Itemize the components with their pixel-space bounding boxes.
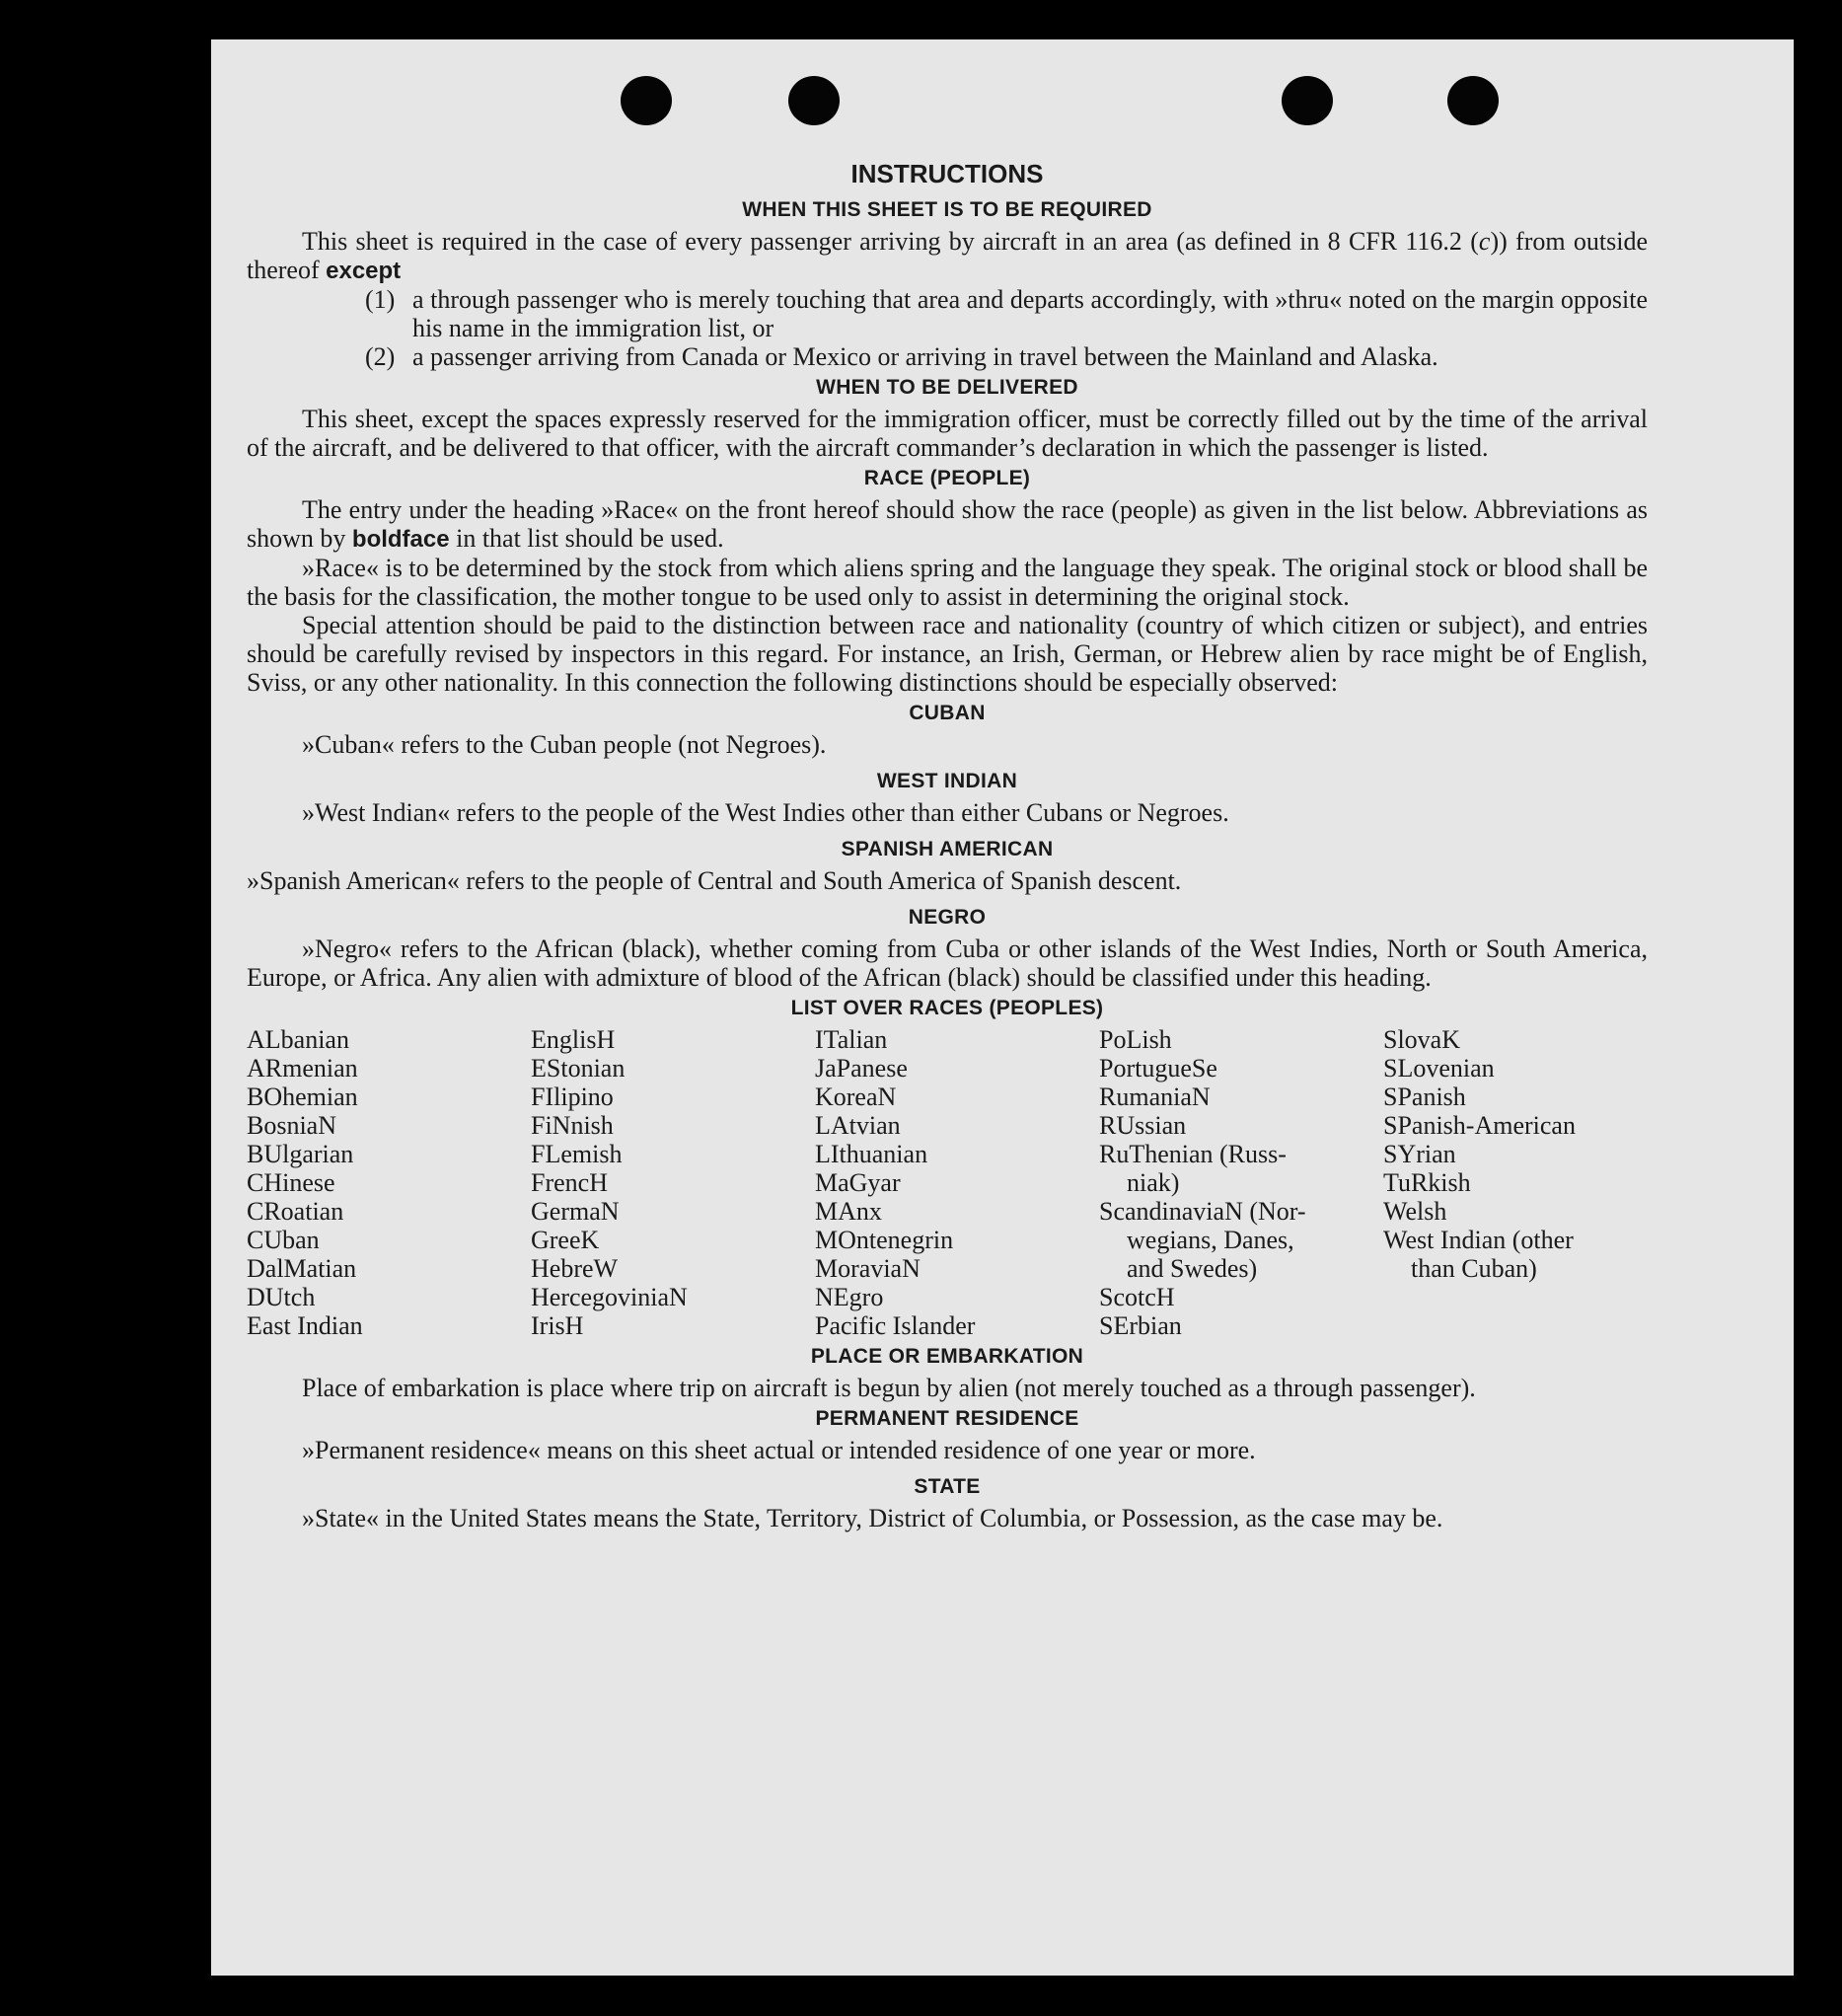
punch-hole xyxy=(1447,76,1499,125)
race-entry: MoraviaN xyxy=(815,1254,921,1283)
race-entry: LIthuanian xyxy=(815,1140,928,1168)
paragraph-spanish-american: »Spanish American« refers to the people of Central and South America of Spanish descent. xyxy=(247,866,1182,895)
race-entry: SPanish xyxy=(1383,1083,1466,1111)
race-entry: RumaniaN xyxy=(1099,1083,1211,1111)
race-entry: ScandinaviaN (Nor- xyxy=(1099,1197,1306,1226)
document-sheet xyxy=(211,39,1794,1976)
race-entry: BOhemian xyxy=(247,1083,358,1111)
race-entry: MAnx xyxy=(815,1197,882,1226)
race-entry: RUssian xyxy=(1099,1111,1187,1140)
paragraph-race-2: »Race« is to be determined by the stock from which aliens spring and the language they speak. The original stock or blood shall be the basis for the classification, the mother tongue to be used only to assist in determining the original stock. xyxy=(247,554,1648,611)
race-entry: FiNnish xyxy=(531,1111,614,1140)
races-column xyxy=(1383,1025,1648,1340)
race-entry: West Indian (other xyxy=(1383,1226,1574,1254)
heading-when-delivered: WHEN TO BE DELIVERED xyxy=(816,376,1078,399)
race-entry: ALbanian xyxy=(247,1025,349,1054)
heading-races-list: LIST OVER RACES (PEOPLES) xyxy=(790,997,1104,1019)
race-entry: NEgro xyxy=(815,1283,884,1311)
race-entry: HebreW xyxy=(531,1254,619,1283)
race-entry: SPanish-American xyxy=(1383,1111,1576,1140)
paragraph-required: This sheet is required in the case of every passenger arriving by aircraft in an area (as defined in 8 CFR 116.2 (c)) from outside thereof except xyxy=(247,227,1648,284)
race-entry: DUtch xyxy=(247,1283,316,1311)
race-entry: FIlipino xyxy=(531,1083,614,1111)
race-entry: wegians, Danes, xyxy=(1127,1226,1294,1254)
keyword-except: except xyxy=(326,258,402,284)
race-entry: SYrian xyxy=(1383,1140,1456,1168)
race-entry: LAtvian xyxy=(815,1111,901,1140)
heading-west-indian: WEST INDIAN xyxy=(876,770,1018,792)
race-entry: and Swedes) xyxy=(1127,1254,1258,1283)
heading-permanent-residence: PERMANENT RESIDENCE xyxy=(815,1407,1079,1430)
race-entry: CUban xyxy=(247,1226,320,1254)
race-entry: BosniaN xyxy=(247,1111,336,1140)
race-entry: FrencH xyxy=(531,1168,608,1197)
paragraph-cuban: »Cuban« refers to the Cuban people (not Negroes). xyxy=(302,730,827,759)
race-entry: niak) xyxy=(1127,1168,1180,1197)
race-entry: than Cuban) xyxy=(1411,1254,1537,1283)
race-entry: IrisH xyxy=(531,1311,584,1340)
paragraph-negro: »Negro« refers to the African (black), whether coming from Cuba or other islands of the West Indies, North or South America, Europe, or Africa. Any alien with admixture of blood of the African (black) should be classified under this heading. xyxy=(247,934,1648,992)
race-entry: Pacific Islander xyxy=(815,1311,976,1340)
race-entry: SErbian xyxy=(1099,1311,1182,1340)
race-entry: Welsh xyxy=(1383,1197,1447,1226)
races-column xyxy=(531,1025,815,1340)
heading-embarkation: PLACE OR EMBARKATION xyxy=(810,1345,1084,1368)
race-entry: CHinese xyxy=(247,1168,335,1197)
heading-race: RACE (PEOPLE) xyxy=(863,467,1031,489)
paragraph-race-1: The entry under the heading »Race« on the front hereof should show the race (people) as given in the list below. Abbreviations as shown by boldface in that list should be used. xyxy=(247,495,1648,553)
race-entry: HercegoviniaN xyxy=(531,1283,688,1311)
race-entry: KoreaN xyxy=(815,1083,897,1111)
heading-negro: NEGRO xyxy=(908,906,987,929)
punch-hole xyxy=(1282,76,1333,125)
page-title: INSTRUCTIONS xyxy=(850,159,1044,188)
race-entry: PortugueSe xyxy=(1099,1054,1217,1083)
race-entry: ITalian xyxy=(815,1025,888,1054)
race-entry: GermaN xyxy=(531,1197,620,1226)
race-entry: GreeK xyxy=(531,1226,600,1254)
race-entry: EnglisH xyxy=(531,1025,616,1054)
paragraph-permanent-residence: »Permanent residence« means on this sheet actual or intended residence of one year or more. xyxy=(302,1436,1256,1464)
race-entry: ARmenian xyxy=(247,1054,358,1083)
punch-hole xyxy=(621,76,672,125)
races-list xyxy=(247,1025,1648,1340)
race-entry: SlovaK xyxy=(1383,1025,1460,1054)
race-entry: FLemish xyxy=(531,1140,623,1168)
race-entry: East Indian xyxy=(247,1311,363,1340)
race-entry: CRoatian xyxy=(247,1197,344,1226)
list-item: (2) a passenger arriving from Canada or Mexico or arriving in travel between the Mainland and Alaska. xyxy=(365,342,1438,371)
keyword-boldface: boldface xyxy=(351,526,450,553)
list-item: (1) a through passenger who is merely touching that area and departs accordingly, with »thru« noted on the margin opposite his name in the immigration list, or xyxy=(365,285,1648,342)
paragraph-state: »State« in the United States means the State, Territory, District of Columbia, or Possession, as the case may be. xyxy=(302,1504,1443,1532)
paragraph-race-3: Special attention should be paid to the distinction between race and nationality (country of which citizen or subject), and entries should be carefully revised by inspectors in this regard. For instance, an Irish, German, or Hebrew alien by race might be of English, Sviss, or any other nationality. In this connection the following distinctions should be especially observed: xyxy=(247,611,1648,697)
race-entry: RuThenian (Russ- xyxy=(1099,1140,1287,1168)
paragraph-embarkation: Place of embarkation is place where trip on aircraft is begun by alien (not merely touched as a through passenger). xyxy=(302,1374,1476,1402)
paragraph-delivered: This sheet, except the spaces expressly reserved for the immigration officer, must be correctly filled out by the time of the arrival of the aircraft, and be delivered to that officer, with the aircraft commander’s declaration in which the passenger is listed. xyxy=(247,405,1648,462)
race-entry: PoLish xyxy=(1099,1025,1172,1054)
races-column xyxy=(1099,1025,1383,1340)
race-entry: EStonian xyxy=(531,1054,626,1083)
document-body xyxy=(247,154,1648,1532)
races-column xyxy=(247,1025,531,1340)
heading-state: STATE xyxy=(914,1475,981,1498)
race-entry: MOntenegrin xyxy=(815,1226,954,1254)
race-entry: ScotcH xyxy=(1099,1283,1175,1311)
punch-hole xyxy=(788,76,840,125)
race-entry: JaPanese xyxy=(815,1054,908,1083)
race-entry: TuRkish xyxy=(1383,1168,1471,1197)
heading-cuban: CUBAN xyxy=(909,702,986,724)
heading-spanish-american: SPANISH AMERICAN xyxy=(841,838,1054,860)
race-entry: DalMatian xyxy=(247,1254,357,1283)
races-column xyxy=(815,1025,1099,1340)
race-entry: SLovenian xyxy=(1383,1054,1495,1083)
race-entry: BUlgarian xyxy=(247,1140,354,1168)
race-entry: MaGyar xyxy=(815,1168,901,1197)
heading-when-required: WHEN THIS SHEET IS TO BE REQUIRED xyxy=(742,198,1152,221)
paragraph-west-indian: »West Indian« refers to the people of the West Indies other than either Cubans or Negroes. xyxy=(302,798,1229,827)
